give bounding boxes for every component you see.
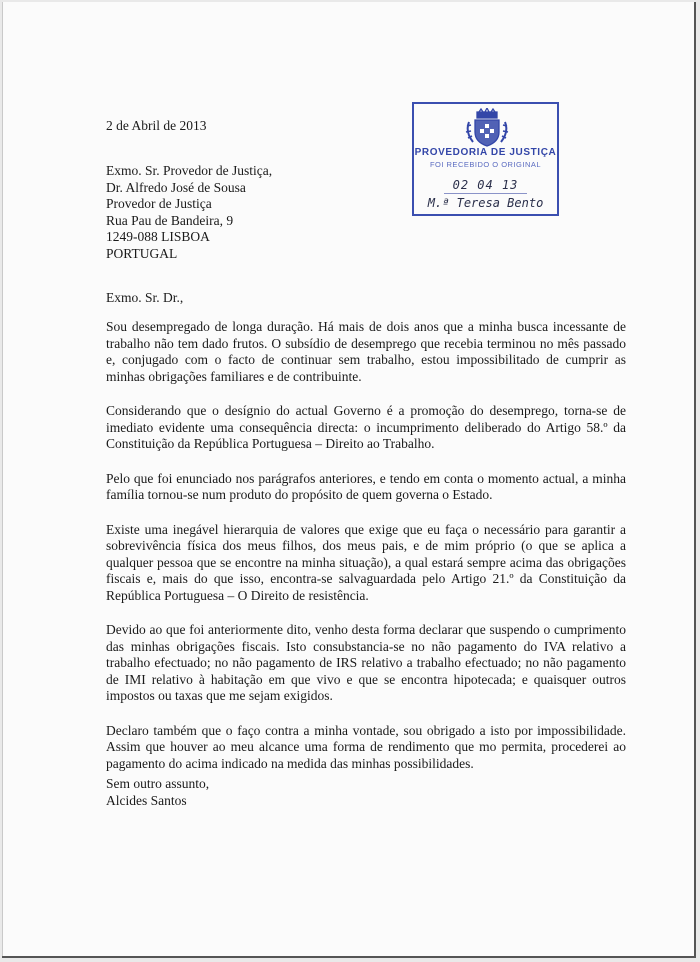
body-paragraph: Declaro também que o faço contra a minha vontade, sou obrigado a isto por impossibilidade. Assim que houver ao meu alcance uma forma de rendimento que mo permita, procederei ao pagamento do acima indicado na medida das minhas possibilidades. <box>106 722 626 771</box>
signature-name: Alcides Santos <box>106 792 187 808</box>
address-line: PORTUGAL <box>106 245 178 261</box>
stamp-received-by: M.ª Teresa Bento <box>427 196 544 210</box>
body-paragraph: Devido ao que foi anteriormente dito, venho desta forma declarar que suspendo o cumprimento das minhas obrigações fiscais. Isto consubstancia-se no não pagamento do IVA relativo a trabalho efectuado; no não pagamento de IRS relativo a trabalho efectuado; no não pagamento de IMI relativo à habitação em que vivo e que se encontra hipotecada; e quaisquer outros impostos ou taxas que me sejam exigidos. <box>106 622 626 703</box>
closing-block <box>106 776 209 809</box>
closing-phrase: Sem outro assunto, <box>106 776 210 791</box>
address-line: 1249-088 LISBOA <box>106 229 210 244</box>
address-line: Provedor de Justiça <box>106 196 212 211</box>
body-paragraph: Sou desempregado de longa duração. Há mais de dois anos que a minha busca incessante de trabalho não tem dado frutos. O subsídio de desemprego que recebia terminou no mês passado e, conjugado com o facto de continuar sem trabalho, estou impossibilitado de cumprir as minhas obrigações familiares e de contribuinte. <box>106 319 626 384</box>
page-edge <box>2 2 3 956</box>
address-line: Dr. Alfredo José de Sousa <box>106 179 246 195</box>
stamp-divider <box>444 193 527 194</box>
received-stamp <box>412 102 559 216</box>
coat-of-arms-icon <box>463 108 511 148</box>
body-paragraph: Pelo que foi enunciado nos parágrafos anteriores, e tendo em conta o momento actual, a minha família tornou-se num produto do propósito de quem governa o Estado. <box>106 470 626 502</box>
stamp-received-date: 02 04 13 <box>452 178 519 192</box>
body-paragraph: Existe uma inegável hierarquia de valores que exige que eu faça o necessário para garantir a sobrevivência física dos meus filhos, dos meus pais, e de mim próprio (o que se aplica a qualquer pessoa que se encontre na minha situação), a qual estará sempre acima das obrigações fiscais e, mais do que isso, encontra-se salvaguardada pelo Artigo 21.º da Constituição da República Portuguesa – O Direito de resistência. <box>106 521 626 603</box>
salutation: Exmo. Sr. Dr., <box>106 290 184 305</box>
letter-body <box>106 319 626 790</box>
stamp-subtitle: FOI RECEBIDO O ORIGINAL <box>429 160 542 169</box>
recipient-address <box>106 163 272 262</box>
body-paragraph: Considerando que o desígnio do actual Governo é a promoção do desemprego, torna-se de imediato evidente uma consequência directa: o incumprimento deliberado do Artigo 58.º da Constituição da República Portuguesa – Direito ao Trabalho. <box>106 403 626 451</box>
letter-page <box>2 2 696 958</box>
letter-date: 2 de Abril de 2013 <box>106 118 207 133</box>
address-line: Exmo. Sr. Provedor de Justiça, <box>106 163 273 178</box>
stamp-title: PROVEDORIA DE JUSTIÇA <box>414 147 557 158</box>
address-line: Rua Pau de Bandeira, 9 <box>106 212 234 228</box>
